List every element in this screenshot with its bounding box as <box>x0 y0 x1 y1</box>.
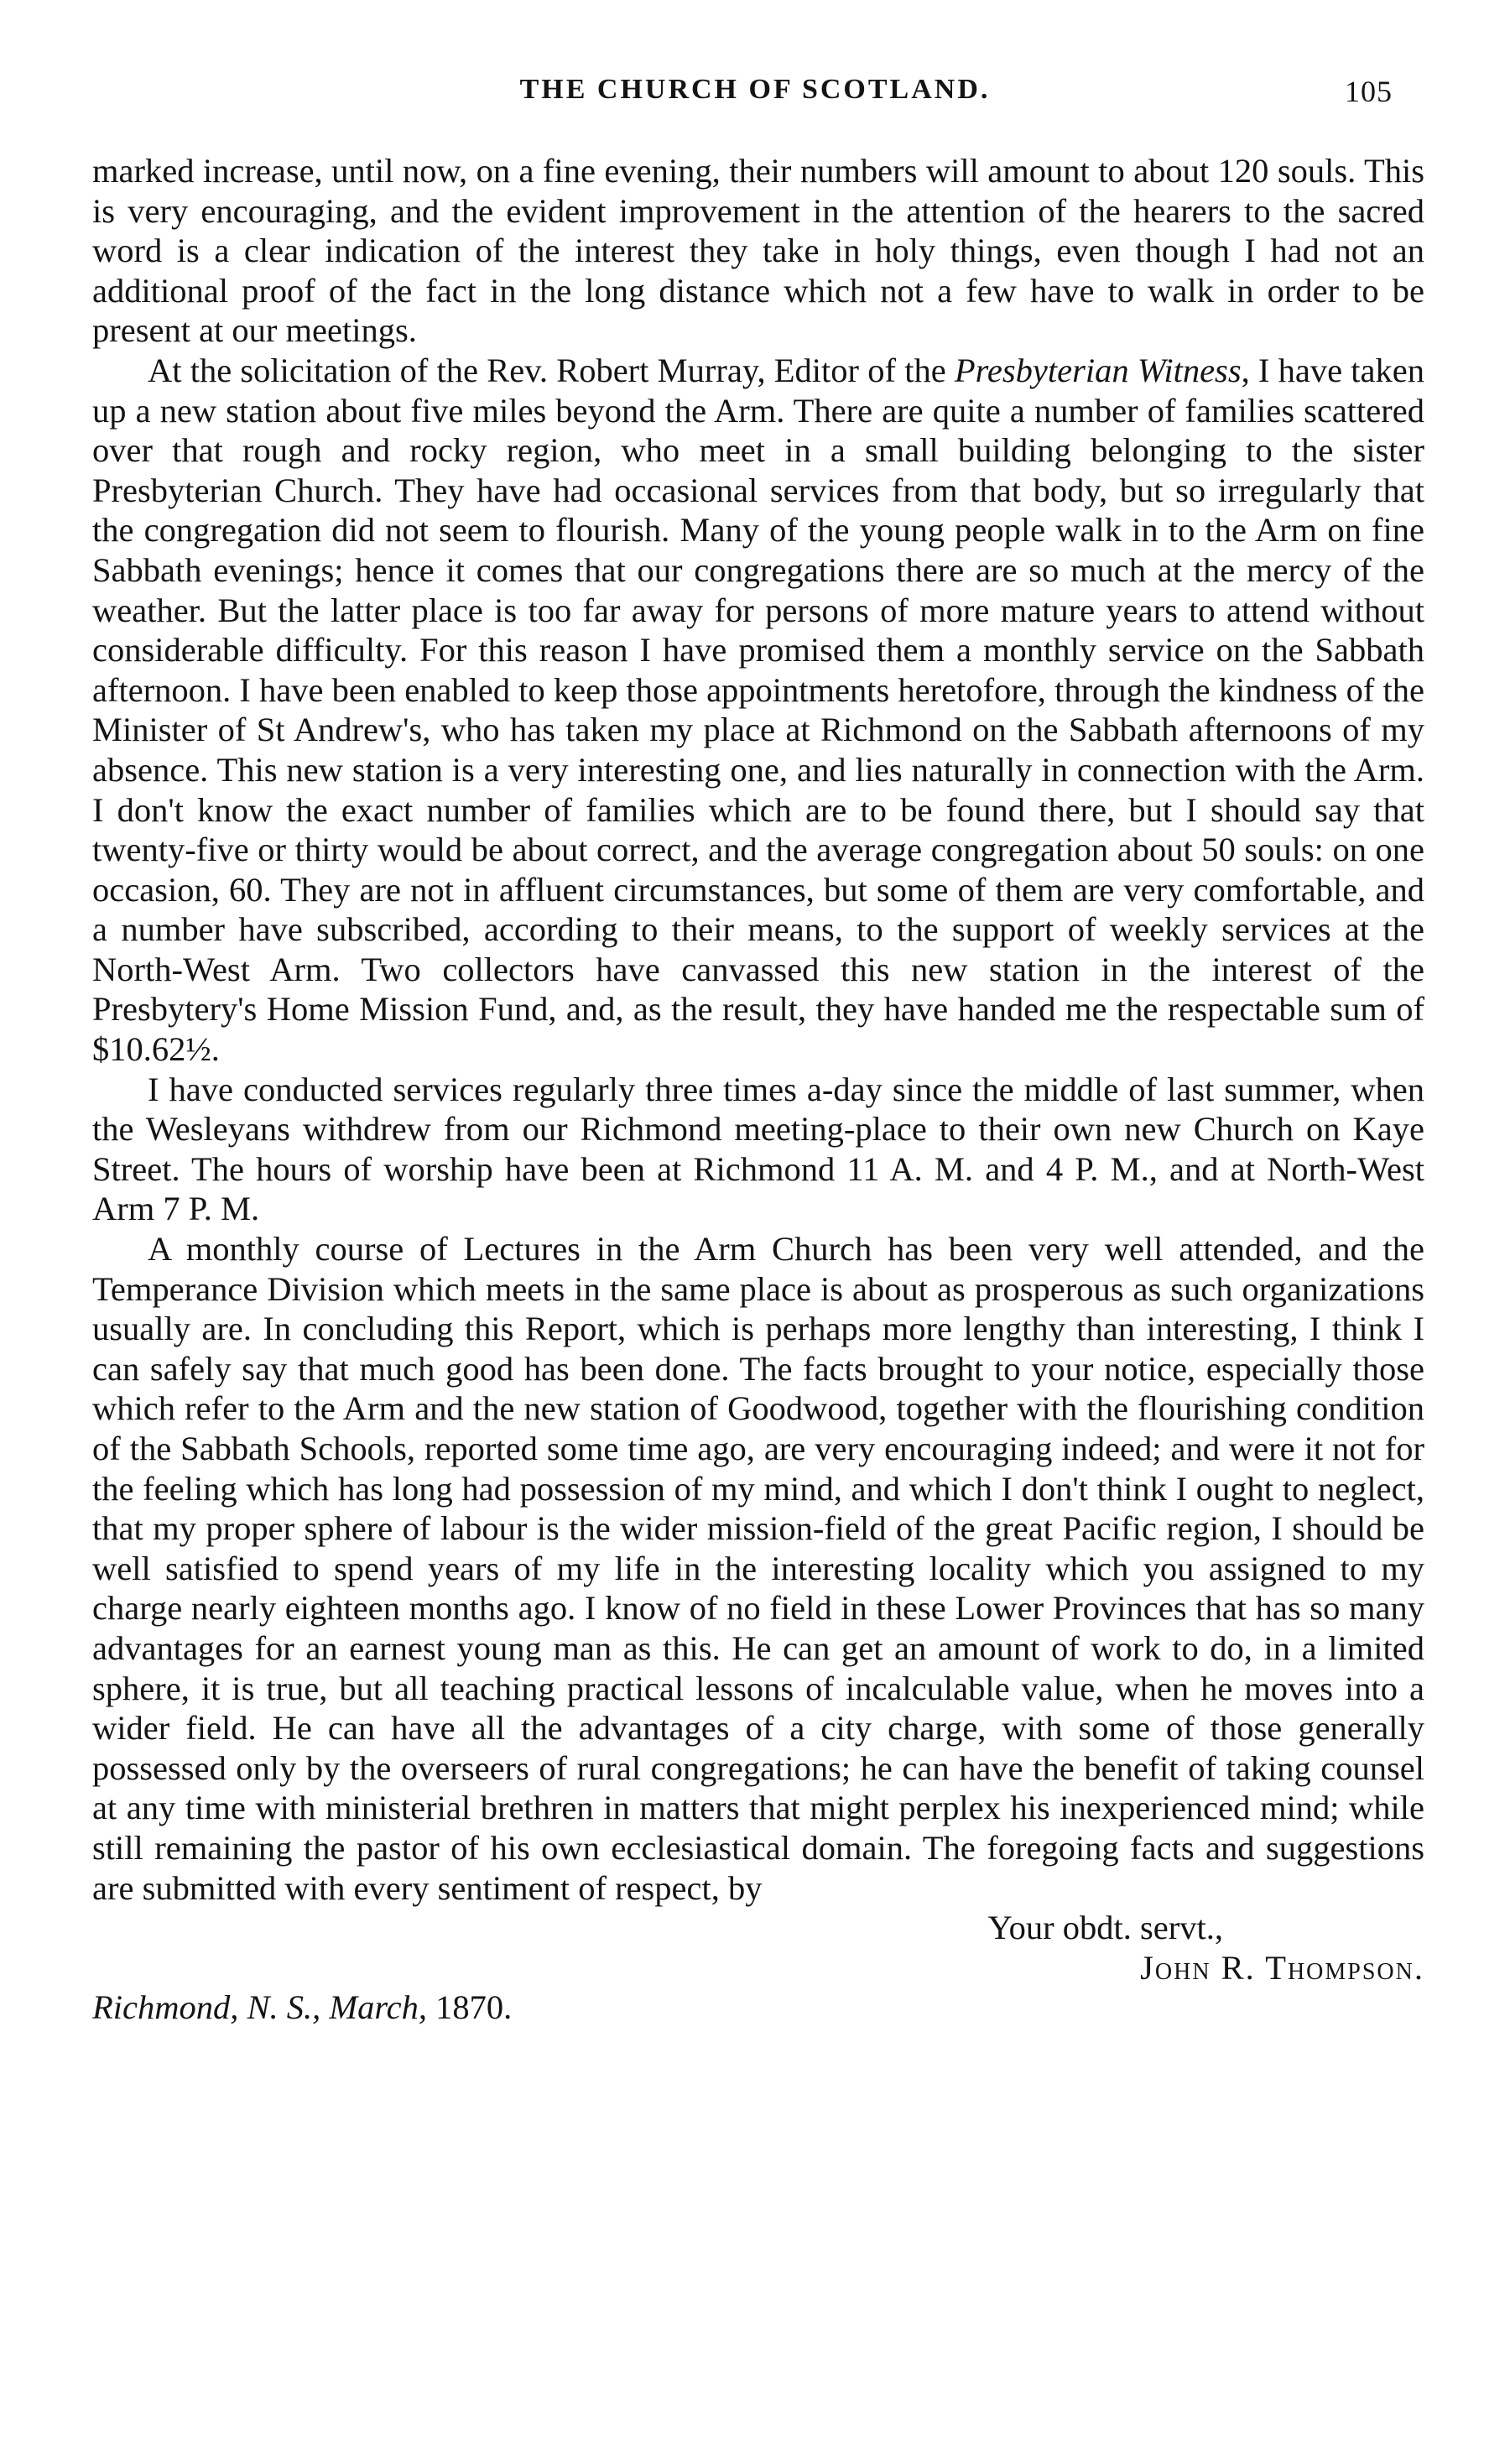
paragraph-services: I have conducted services regularly three times a-day since the middle of last summer, when the Wesleyans withdrew from our Richmond meeting-place to their own new Church on Kaye Street. The hours of worship have been at Richmond 11 A. M. and 4 P. M., and at North-West Arm 7 P. M. <box>92 1070 1424 1228</box>
paragraph-new-station-rest: , I have taken up a new station about five miles beyond the Arm. There are quite a number of families scattered over that rough and rocky region, who meet in a small building belonging to the sister Presbyterian Church. They have had occasional services from that body, but so irregularly that the congregation did not seem to flourish. Many of the young people walk in to the Arm on fine Sabbath evenings; hence it comes that our congregations there are so much at the mercy of the weather. But the latter place is too far away for persons of more mature years to attend without considerable difficulty. For this reason I have promised them a monthly service on the Sabbath afternoon. I have been enabled to keep those appointments heretofore, through the kindness of the Minister of St Andrew's, who has taken my place at Richmond on the Sabbath afternoons of my absence. This new station is a very interesting one, and lies naturally in connection with the Arm. I don't know the exact number of families which are to be found there, but I should say that twenty-five or thirty would be about correct, and the average congregation about 50 souls: on one occasion, 60. They are not in affluent circumstances, but some of them are very comfortable, and a number have subscribed, according to their means, to the support of weekly services at the North-West Arm. Two collectors have canvassed this new station in the interest of the Presbytery's Home Mission Fund, and, as the result, they have handed me the respectable sum of $10.62½. <box>92 351 1424 1069</box>
paragraph-conclusion: A monthly course of Lectures in the Arm Church has been very well attended, and the Temperance Division which meets in the same place is about as prosperous as such organizations usually are. In concluding this Report, which is perhaps more lengthy than interesting, I think I can safely say that much good has been done. The facts brought to your notice, especially those which refer to the Arm and the new station of Goodwood, together with the flourishing condition of the Sabbath Schools, reported some time ago, are very encouraging indeed; and were it not for the feeling which has long had possession of my mind, and which I don't think I ought to neglect, that my proper sphere of labour is the wider mission-field of the great Pacific region, I should be well satisfied to spend years of my life in the interesting locality which you assigned to my charge nearly eighteen months ago. I know of no field in these Lower Provinces that has so many advantages for an earnest young man as this. He can get an amount of work to do, in a limited sphere, it is true, but all teaching practical lessons of incalculable value, when he moves into a wider field. He can have all the advantages of a city charge, with some of those generally possessed only by the overseers of rural congregations; he can have the benefit of taking counsel at any time with ministerial brethren in matters that might perplex his inexperienced mind; while still remaining the pastor of his own ecclesiastical domain. The foregoing facts and suggestions are submitted with every sentiment of respect, by <box>92 1230 1424 1907</box>
dateline-year: 1870. <box>435 1988 513 2027</box>
signature: John R. Thompson. <box>1140 1948 1424 1987</box>
dateline <box>92 1987 1424 2028</box>
paragraph-continued: marked increase, until now, on a fine evening, their numbers will amount to about 120 souls. This is very encouraging, and the evident improvement in the attention of the hearers to the sacred word is a clear indication of the interest they take in holy things, even though I had not an additional proof of the fact in the long distance which not a few have to walk in order to be present at our meetings. <box>92 152 1424 350</box>
running-title: THE CHURCH OF SCOTLAND. <box>519 74 991 105</box>
running-head <box>117 74 1393 124</box>
body-text <box>92 151 1424 2028</box>
signoff: Your obdt. servt., <box>987 1909 1223 1947</box>
publication-title: Presbyterian Witness <box>954 351 1242 389</box>
dateline-place: Richmond, N. S., March, <box>92 1988 427 2027</box>
paragraph-new-station <box>92 351 1424 1070</box>
page-number: 105 <box>1345 75 1393 108</box>
paragraph-new-station-start: At the solicitation of the Rev. Robert Murray, Editor of the <box>148 351 955 389</box>
